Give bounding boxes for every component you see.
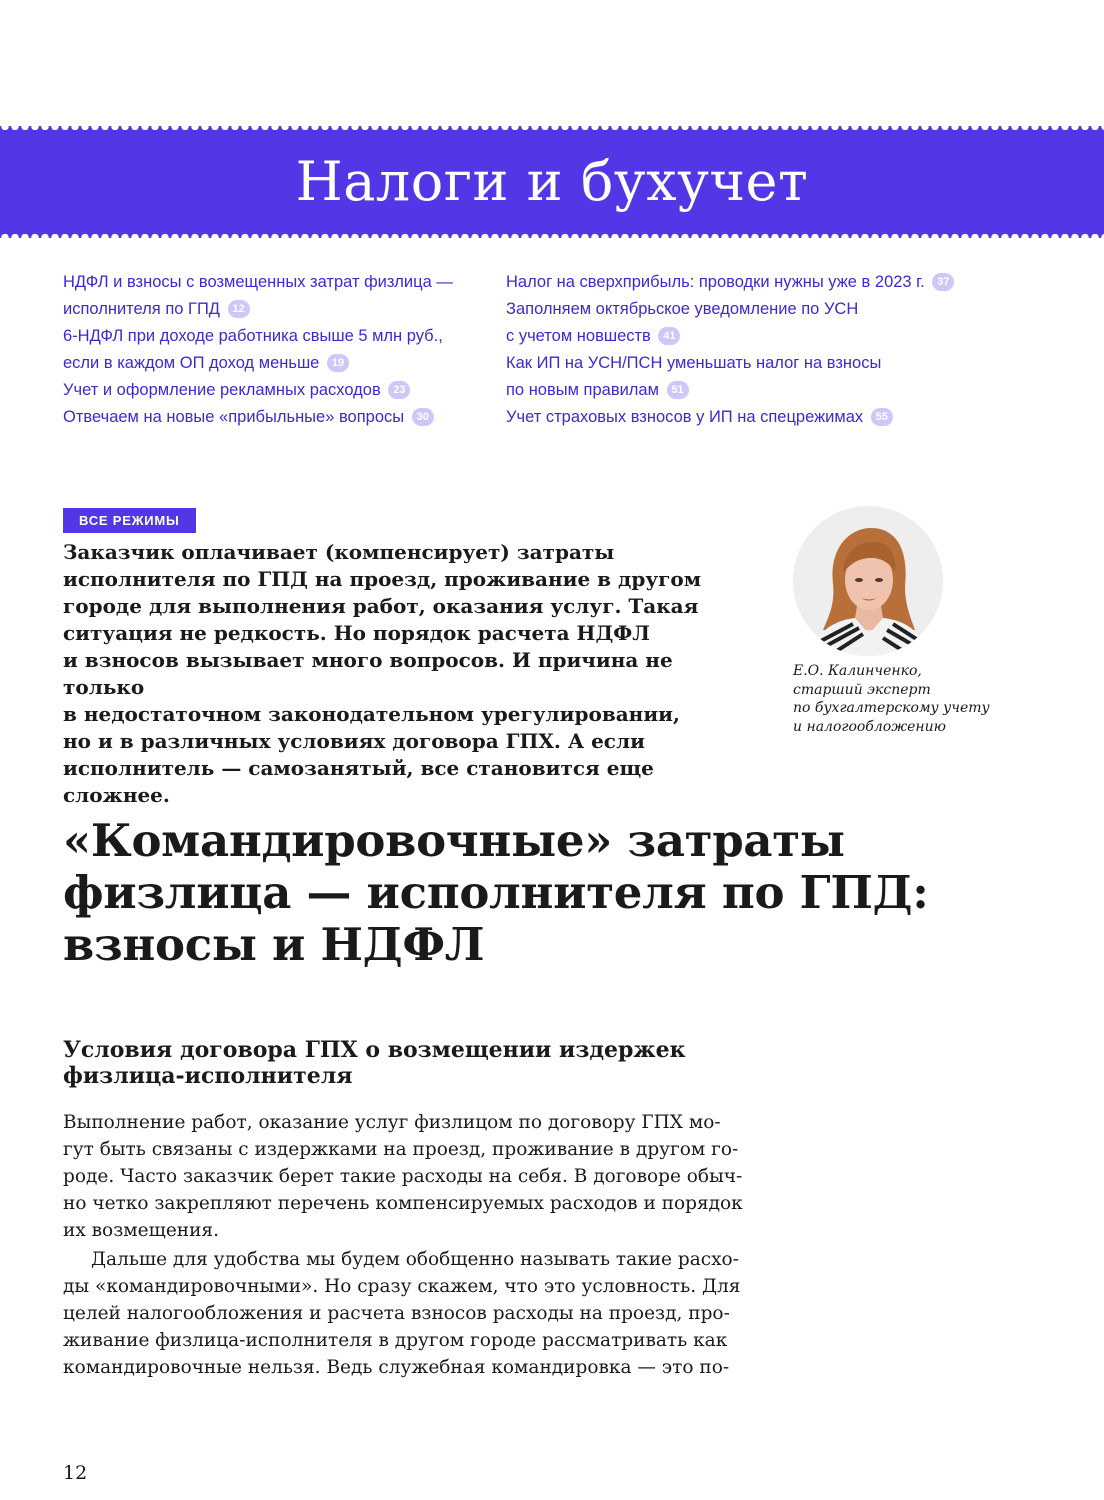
- body-line: целей налогообложения и расчета взносов расходы на проезд, про-: [63, 1303, 730, 1324]
- body-line: командировочные нельзя. Ведь служебная командировка — это по-: [63, 1357, 730, 1378]
- page-number: 12: [63, 1462, 88, 1484]
- toc-item-line: Как ИП на УСН/ПСН уменьшать налог на взносы: [506, 354, 882, 372]
- toc-item-line: Учет страховых взносов у ИП на спецрежимах: [506, 408, 864, 426]
- toc-item[interactable]: [506, 296, 1026, 350]
- body-paragraph: [63, 1109, 743, 1244]
- page-badge: 37: [932, 273, 954, 291]
- toc-item[interactable]: [506, 404, 1026, 431]
- author-portrait-icon: [793, 506, 943, 656]
- lead-line: сложнее.: [63, 783, 170, 807]
- lead-line: Заказчик оплачивает (компенсирует) затраты: [63, 540, 615, 564]
- toc-item[interactable]: [63, 377, 483, 404]
- page-badge: 55: [871, 408, 893, 426]
- toc-item[interactable]: [63, 323, 483, 377]
- toc-item-line: Заполняем октябрьское уведомление по УСН: [506, 300, 859, 318]
- lead-line: городе для выполнения работ, оказания услуг. Такая: [63, 594, 699, 618]
- toc-item[interactable]: [63, 269, 483, 323]
- article-lead: [63, 539, 753, 809]
- title-line: взносы и НДФЛ: [63, 918, 485, 971]
- page-badge: 12: [228, 300, 250, 318]
- body-line: ды «командировочными». Но сразу скажем, что это условность. Для: [63, 1276, 741, 1297]
- page-badge: 30: [412, 408, 434, 426]
- section-heading-line: Условия договора ГПХ о возмещении издержек: [63, 1037, 686, 1063]
- title-line: физлица — исполнителя по ГПД:: [63, 866, 929, 919]
- category-tag: ВСЕ РЕЖИМЫ: [63, 508, 196, 533]
- section-heading: [63, 1037, 763, 1089]
- author-photo: [793, 506, 943, 656]
- toc-item-line: по новым правилам: [506, 381, 659, 399]
- page-badge: 19: [327, 354, 349, 372]
- body-line: Выполнение работ, оказание услуг физлицом по договору ГПХ мо-: [63, 1112, 721, 1133]
- toc-item-line: исполнителя по ГПД: [63, 300, 220, 318]
- section-heading-line: физлица-исполнителя: [63, 1063, 353, 1089]
- toc-item-line: Налог на сверхприбыль: проводки нужны уже в 2023 г.: [506, 273, 925, 291]
- body-line: роде. Часто заказчик берет такие расходы на себя. В договоре обыч-: [63, 1166, 743, 1187]
- toc-item-line: Учет и оформление рекламных расходов: [63, 381, 381, 399]
- toc-item[interactable]: [63, 404, 483, 431]
- body-line: но четко закрепляют перечень компенсируемых расходов и порядок: [63, 1193, 743, 1214]
- body-line: их возмещения.: [63, 1220, 219, 1241]
- body-paragraph: [63, 1246, 743, 1381]
- lead-line: исполнителя по ГПД на проезд, проживание в другом: [63, 567, 702, 591]
- lead-line: но и в различных условиях договора ГПХ. А если: [63, 729, 645, 753]
- body-line: Дальше для удобства мы будем обобщенно называть такие расхо-: [91, 1249, 739, 1270]
- body-line: живание физлица-исполнителя в другом городе рассматривать как: [63, 1330, 728, 1351]
- page-badge: 23: [388, 381, 410, 399]
- page-badge: 41: [658, 327, 680, 345]
- toc-item[interactable]: [506, 350, 1026, 404]
- toc-right-column: [506, 269, 1026, 431]
- toc-item-line: НДФЛ и взносы с возмещенных затрат физлица —: [63, 273, 453, 291]
- title-line: «Командировочные» затраты: [63, 814, 845, 867]
- author-line: Е.О. Калинченко,: [793, 663, 922, 679]
- toc-item[interactable]: [506, 269, 1026, 296]
- lead-line: исполнитель — самозанятый, все становится еще: [63, 756, 654, 780]
- article-title: [63, 815, 1063, 971]
- lead-line: и взносов вызывает много вопросов. И причина не только: [63, 648, 673, 699]
- author-line: по бухгалтерскому учету: [793, 700, 990, 716]
- toc-left-column: [63, 269, 483, 431]
- author-line: и налогообложению: [793, 718, 946, 735]
- author-caption: [793, 662, 1043, 736]
- lead-line: ситуация не редкость. Но порядок расчета НДФЛ: [63, 621, 650, 645]
- toc-item-line: если в каждом ОП доход меньше: [63, 354, 320, 372]
- toc-item-line: Отвечаем на новые «прибыльные» вопросы: [63, 408, 405, 426]
- author-line: старший эксперт: [793, 681, 931, 698]
- body-line: гут быть связаны с издержками на проезд, проживание в другом го-: [63, 1139, 739, 1160]
- toc-item-line: 6-НДФЛ при доходе работника свыше 5 млн руб.,: [63, 327, 443, 345]
- section-title: Налоги и бухучет: [295, 150, 809, 213]
- toc-item-line: с учетом новшеств: [506, 327, 651, 345]
- lead-line: в недостаточном законодательном урегулировании,: [63, 702, 680, 726]
- page-badge: 51: [667, 381, 689, 399]
